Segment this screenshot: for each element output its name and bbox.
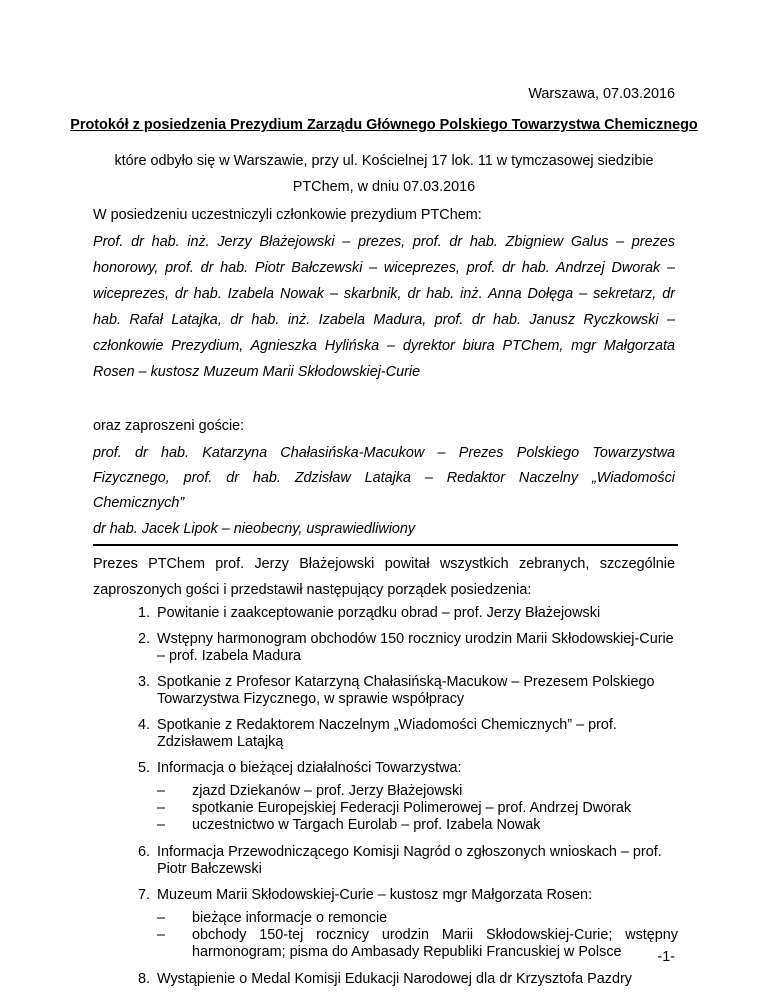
agenda-item xyxy=(138,844,678,878)
agenda-item xyxy=(138,605,678,622)
agenda-list xyxy=(138,605,678,997)
agenda-item-text: Powitanie i zaakceptowanie porządku obrad – prof. Jerzy Błażejowski xyxy=(157,605,601,621)
agenda-subitem xyxy=(157,817,678,834)
agenda-item-number: 2. xyxy=(138,631,151,647)
agenda-sublist xyxy=(157,783,678,834)
agenda-subitem xyxy=(157,783,678,800)
absent-note: dr hab. Jacek Lipok – nieobecny, usprawiedliwiony xyxy=(93,521,416,537)
agenda-sublist xyxy=(157,910,678,961)
guests-list: prof. dr hab. Katarzyna Chałasińska-Macukow – Prezes Polskiego Towarzystwa Fizycznego, prof. dr hab. Zdzisław Latajka – Redaktor Naczelny „Wiadomości Chemicznych” xyxy=(93,445,675,511)
date-line: Warszawa, 07.03.2016 xyxy=(528,86,675,102)
agenda-item-number: 3. xyxy=(138,674,151,690)
agenda-item xyxy=(138,760,678,834)
opening-paragraph: Prezes PTChem prof. Jerzy Błażejowski powitał wszystkich zebranych, szczególnie zaproszonych gości i przedstawił następujący porządek posiedzenia: xyxy=(93,556,675,598)
dash-marker: – xyxy=(157,817,166,833)
agenda-item xyxy=(138,717,678,751)
agenda-item-number: 6. xyxy=(138,844,151,860)
agenda-item-number: 1. xyxy=(138,605,151,621)
agenda-subitem-text: obchody 150-tej rocznicy urodzin Marii Skłodowskiej-Curie; wstępny harmonogram; pisma do Ambasady Republiki Francuskiej w Polsce xyxy=(192,927,678,960)
dash-marker: – xyxy=(157,800,166,816)
agenda-item xyxy=(138,971,678,988)
agenda-item-number: 8. xyxy=(138,971,151,987)
attendance-members: Prof. dr hab. inż. Jerzy Błażejowski – prezes, prof. dr hab. Zbigniew Galus – prezes honorowy, prof. dr hab. Piotr Bałczewski – wiceprezes, prof. dr hab. Andrzej Dworak – wiceprezes, dr hab. Izabela Nowak – skarbnik, dr hab. inż. Anna Dołęga – sekretarz, dr hab. Rafał Latajka, dr hab. inż. Izabela Madura, prof. dr hab. Janusz Ryczkowski – członkowie Prezydium, Agnieszka Hylińska – dyrektor biura PTChem, mgr Małgorzata Rosen – kustosz Muzeum Marii Skłodowskiej-Curie xyxy=(93,234,675,380)
document-subtitle: które odbyło się w Warszawie, przy ul. Kościelnej 17 lok. 11 w tymczasowej siedzibie PTChem, w dniu 07.03.2016 xyxy=(114,153,654,195)
agenda-item-number: 7. xyxy=(138,887,151,903)
dash-marker: – xyxy=(157,910,166,926)
document-title: Protokół z posiedzenia Prezydium Zarządu Głównego Polskiego Towarzystwa Chemicznego xyxy=(70,117,698,133)
agenda-subitem-text: uczestnictwo w Targach Eurolab – prof. Izabela Nowak xyxy=(192,817,541,833)
agenda-subitem xyxy=(157,800,678,817)
agenda-subitem xyxy=(157,927,678,961)
agenda-item-number: 4. xyxy=(138,717,151,733)
agenda-item-text: Muzeum Marii Skłodowskiej-Curie – kustosz mgr Małgorzata Rosen: xyxy=(157,887,593,903)
guests-intro: oraz zaproszeni goście: xyxy=(93,418,245,434)
agenda-item-text: Wstępny harmonogram obchodów 150 rocznicy urodzin Marii Skłodowskiej-Curie – prof. Izabela Madura xyxy=(157,631,674,664)
dash-marker: – xyxy=(157,783,166,799)
agenda-item xyxy=(138,631,678,665)
agenda-item-number: 5. xyxy=(138,760,151,776)
agenda-subitem xyxy=(157,910,678,927)
horizontal-rule xyxy=(93,544,678,546)
dash-marker: – xyxy=(157,927,166,943)
agenda-item-text: Wystąpienie o Medal Komisji Edukacji Narodowej dla dr Krzysztofa Pazdry xyxy=(157,971,632,987)
attendance-intro: W posiedzeniu uczestniczyli członkowie prezydium PTChem: xyxy=(93,207,482,223)
agenda-item xyxy=(138,887,678,961)
agenda-item xyxy=(138,674,678,708)
agenda-item-text: Informacja Przewodniczącego Komisji Nagród o zgłoszonych wnioskach – prof. Piotr Bałczewski xyxy=(157,844,662,877)
agenda-item-text: Informacja o bieżącej działalności Towarzystwa: xyxy=(157,760,462,776)
agenda-subitem-text: zjazd Dziekanów – prof. Jerzy Błażejowski xyxy=(192,783,463,799)
agenda-item-text: Spotkanie z Profesor Katarzyną Chałasińską-Macukow – Prezesem Polskiego Towarzystwa Fizycznego, w sprawie współpracy xyxy=(157,674,655,707)
page-number: -1- xyxy=(657,949,675,965)
agenda-subitem-text: spotkanie Europejskiej Federacji Polimerowej – prof. Andrzej Dworak xyxy=(192,800,632,816)
agenda-item-text: Spotkanie z Redaktorem Naczelnym „Wiadomości Chemicznych” – prof. Zdzisławem Latajką xyxy=(157,717,617,750)
agenda-subitem-text: bieżące informacje o remoncie xyxy=(192,910,388,926)
